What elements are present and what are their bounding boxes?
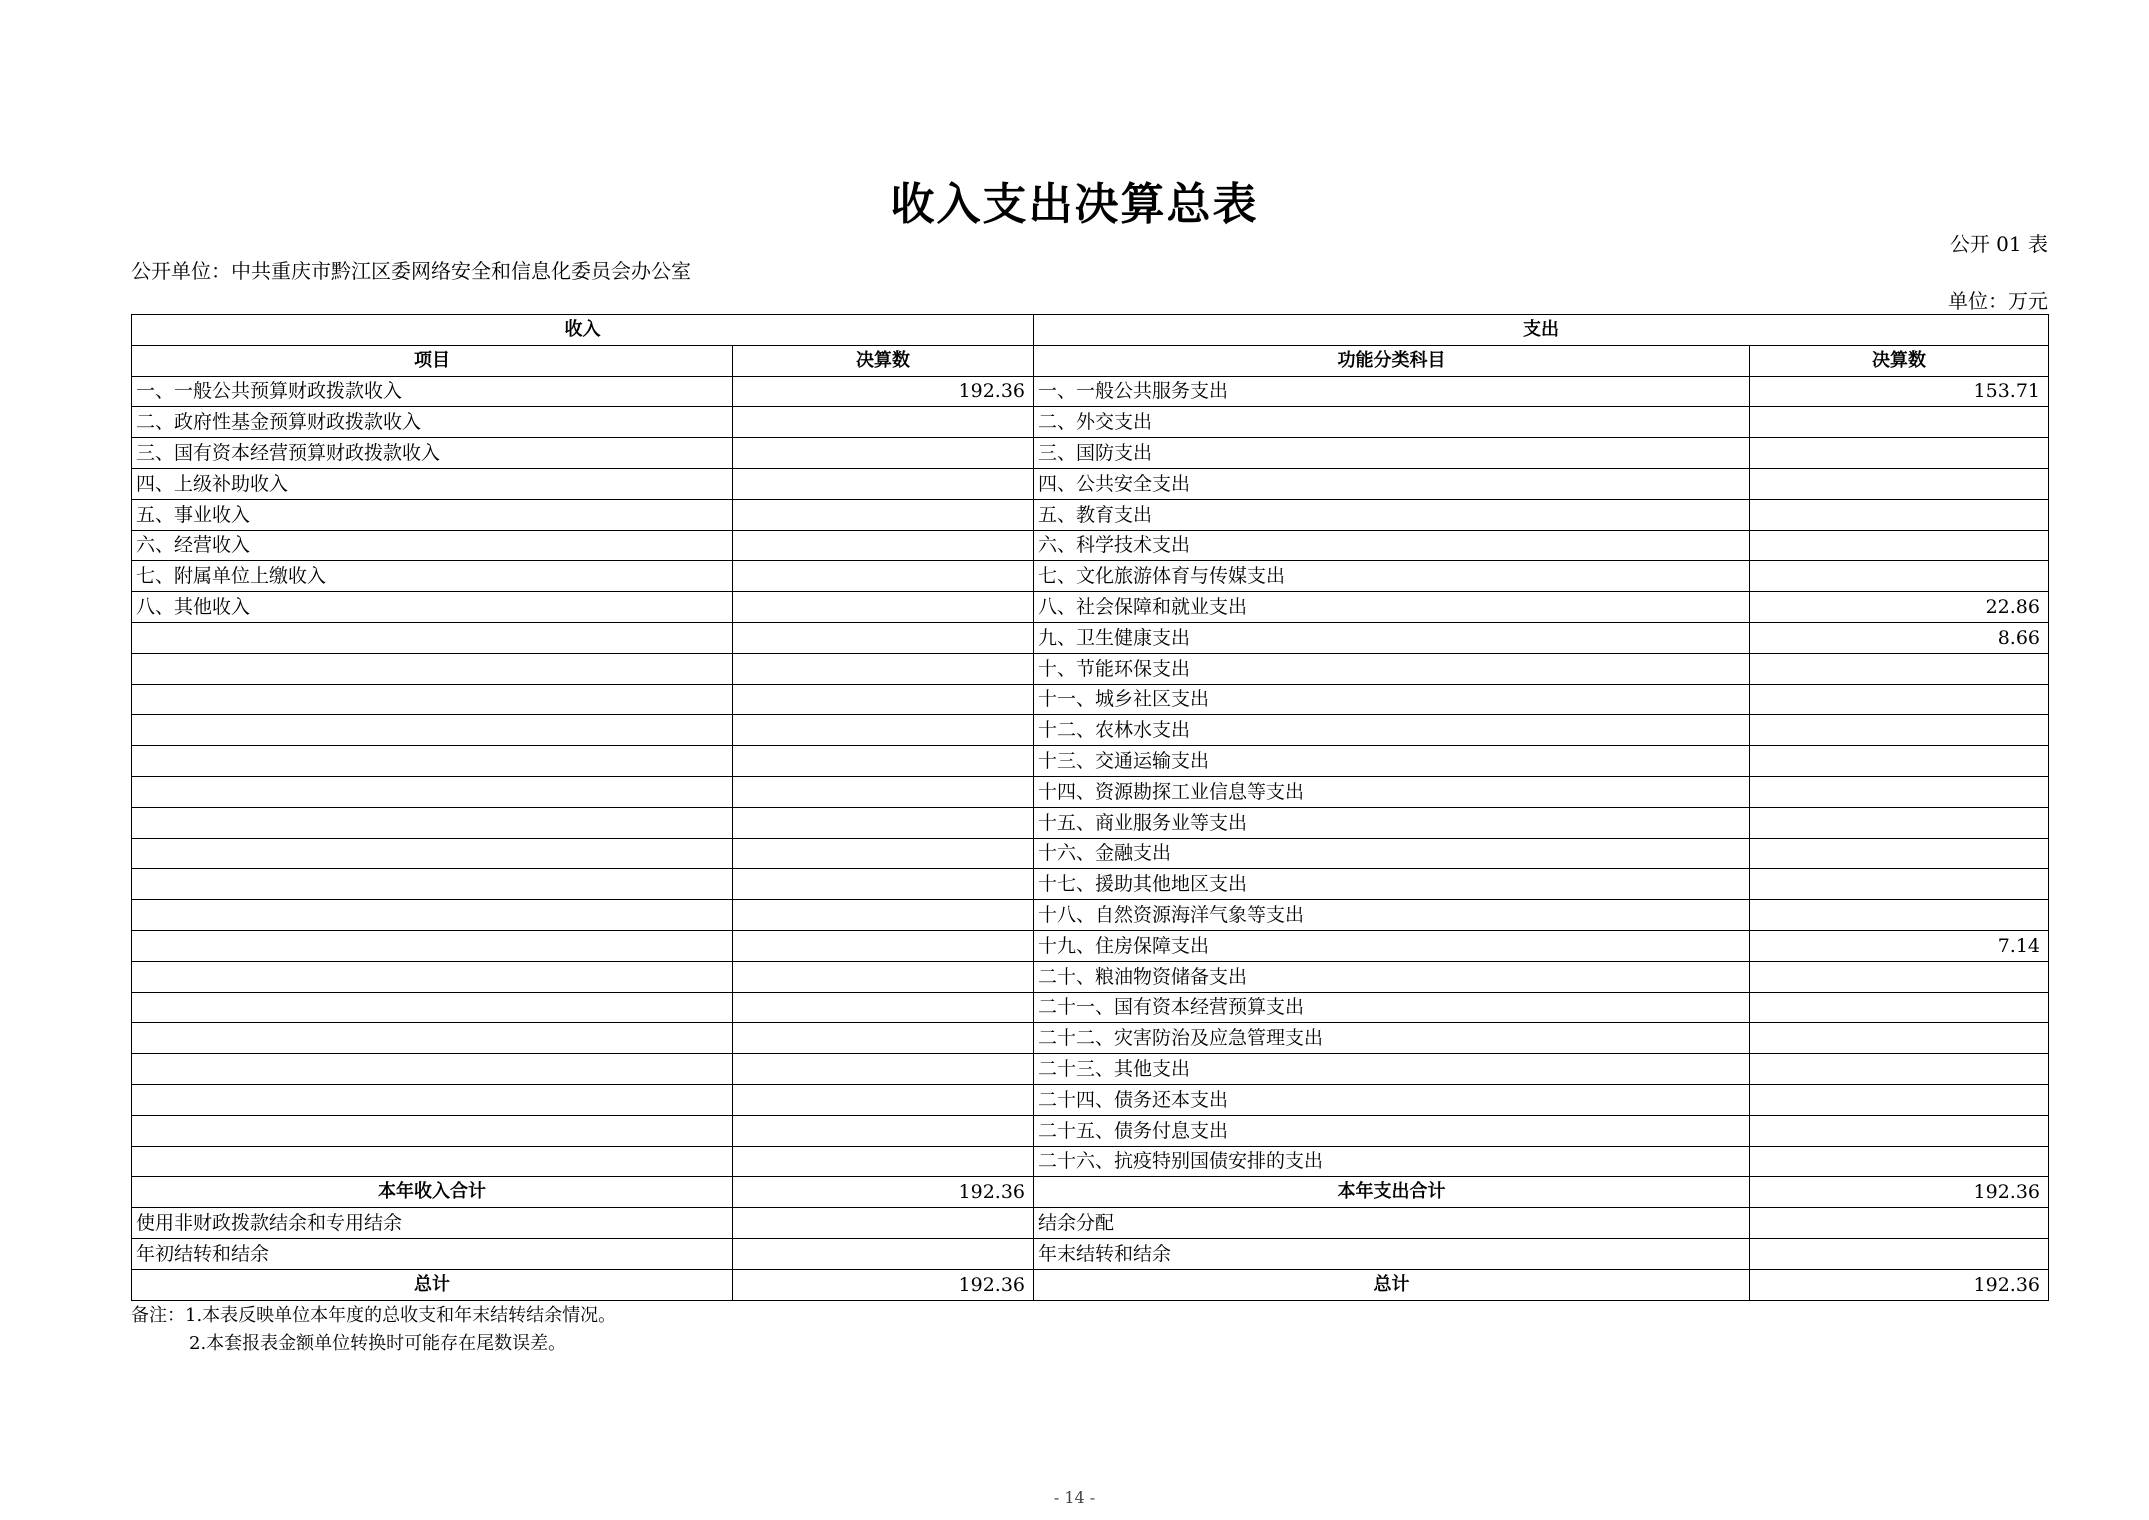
expense-item: 一、一般公共服务支出 (1034, 376, 1750, 407)
expense-item: 十六、金融支出 (1034, 838, 1750, 869)
expense-item: 二十四、债务还本支出 (1034, 1084, 1750, 1115)
income-item: 使用非财政拨款结余和专用结余 (132, 1208, 733, 1239)
expense-item: 十九、住房保障支出 (1034, 930, 1750, 961)
currency-unit: 单位：万元 (1948, 289, 2048, 313)
expense-item: 年末结转和结余 (1034, 1238, 1750, 1269)
expense-item: 结余分配 (1034, 1208, 1750, 1239)
table-row (132, 376, 2049, 407)
subtotal-row (132, 1177, 2049, 1208)
expense-amount (1750, 407, 2049, 438)
income-amount (733, 499, 1034, 530)
expense-amount (1750, 961, 2049, 992)
income-item (132, 684, 733, 715)
income-item (132, 1084, 733, 1115)
expense-amount (1750, 838, 2049, 869)
expense-item: 四、公共安全支出 (1034, 468, 1750, 499)
expense-amount (1750, 438, 2049, 469)
expense-amount (1750, 869, 2049, 900)
income-amount (733, 900, 1034, 931)
expense-item: 六、科学技术支出 (1034, 530, 1750, 561)
income-amount: 192.36 (733, 1269, 1034, 1300)
expense-item: 七、文化旅游体育与传媒支出 (1034, 561, 1750, 592)
income-amount (733, 622, 1034, 653)
income-item (132, 1146, 733, 1177)
expense-amount (1750, 561, 2049, 592)
table-row (132, 622, 2049, 653)
page-title: 收入支出决算总表 (890, 179, 1259, 230)
table-row (132, 499, 2049, 530)
expense-amount (1750, 1115, 2049, 1146)
expense-item: 十八、自然资源海洋气象等支出 (1034, 900, 1750, 931)
table-row (132, 776, 2049, 807)
expense-item: 二十一、国有资本经营预算支出 (1034, 992, 1750, 1023)
expense-item: 三、国防支出 (1034, 438, 1750, 469)
note-line-1: 备注：1.本表反映单位本年度的总收支和年末结转结余情况。 (131, 1305, 617, 1326)
income-amount (733, 746, 1034, 777)
income-amount (733, 1238, 1034, 1269)
expense-amount: 192.36 (1750, 1177, 2049, 1208)
expense-item: 八、社会保障和就业支出 (1034, 592, 1750, 623)
table-row (132, 1023, 2049, 1054)
income-item: 二、政府性基金预算财政拨款收入 (132, 407, 733, 438)
expense-item: 十七、援助其他地区支出 (1034, 869, 1750, 900)
table-row (132, 438, 2049, 469)
income-item (132, 1023, 733, 1054)
income-amount (733, 1023, 1034, 1054)
expense-item: 二十二、灾害防治及应急管理支出 (1034, 1023, 1750, 1054)
expense-amount: 22.86 (1750, 592, 2049, 623)
income-item (132, 653, 733, 684)
table-row (132, 807, 2049, 838)
table-row (132, 684, 2049, 715)
expense-amount (1750, 1023, 2049, 1054)
expense-amount (1750, 1238, 2049, 1269)
table-row (132, 561, 2049, 592)
income-item (132, 992, 733, 1023)
table-row (132, 530, 2049, 561)
expense-amount (1750, 992, 2049, 1023)
income-amount (733, 1054, 1034, 1085)
expense-amount (1750, 684, 2049, 715)
income-item: 年初结转和结余 (132, 1238, 733, 1269)
income-item: 八、其他收入 (132, 592, 733, 623)
income-item (132, 746, 733, 777)
table-row (132, 1115, 2049, 1146)
table-row (132, 715, 2049, 746)
table-row (132, 407, 2049, 438)
income-item: 七、附属单位上缴收入 (132, 561, 733, 592)
expense-item: 十、节能环保支出 (1034, 653, 1750, 684)
expense-amount: 153.71 (1750, 376, 2049, 407)
income-amount (733, 1084, 1034, 1115)
expense-amount (1750, 530, 2049, 561)
expense-item: 本年支出合计 (1034, 1177, 1750, 1208)
income-item (132, 900, 733, 931)
income-amount (733, 561, 1034, 592)
form-number: 公开 01 表 (1949, 232, 2048, 256)
expense-item: 总计 (1034, 1269, 1750, 1300)
expense-amount (1750, 746, 2049, 777)
income-amount (733, 1208, 1034, 1239)
income-amount (733, 838, 1034, 869)
expense-item: 二十三、其他支出 (1034, 1054, 1750, 1085)
income-item (132, 776, 733, 807)
table-row (132, 838, 2049, 869)
expense-amount (1750, 1146, 2049, 1177)
income-amount (733, 468, 1034, 499)
income-item (132, 715, 733, 746)
note-line-2: 2.本套报表金额单位转换时可能存在尾数误差。 (189, 1333, 567, 1354)
expense-amount (1750, 1208, 2049, 1239)
expense-amount: 7.14 (1750, 930, 2049, 961)
table-row (132, 900, 2049, 931)
income-amount (733, 438, 1034, 469)
income-item: 本年收入合计 (132, 1177, 733, 1208)
income-header: 收入 (132, 315, 1034, 346)
income-item (132, 1115, 733, 1146)
expense-item: 二十、粮油物资储备支出 (1034, 961, 1750, 992)
income-amount: 192.36 (733, 1177, 1034, 1208)
income-amount (733, 653, 1034, 684)
income-item (132, 961, 733, 992)
table-row (132, 1084, 2049, 1115)
income-item: 四、上级补助收入 (132, 468, 733, 499)
expense-amount (1750, 1054, 2049, 1085)
expense-item: 十三、交通运输支出 (1034, 746, 1750, 777)
expense-item: 五、教育支出 (1034, 499, 1750, 530)
header-row-columns (132, 345, 2049, 376)
income-amount (733, 961, 1034, 992)
expense-amount (1750, 653, 2049, 684)
table-row (132, 961, 2049, 992)
expense-amount (1750, 468, 2049, 499)
budget-table (131, 314, 2049, 1301)
table-row (132, 869, 2049, 900)
expense-item: 十一、城乡社区支出 (1034, 684, 1750, 715)
income-amount (733, 1115, 1034, 1146)
expense-header: 支出 (1034, 315, 2049, 346)
col-header-func-item: 功能分类科目 (1034, 345, 1750, 376)
expense-item: 九、卫生健康支出 (1034, 622, 1750, 653)
expense-item: 十二、农林水支出 (1034, 715, 1750, 746)
table-row (132, 592, 2049, 623)
income-item: 一、一般公共预算财政拨款收入 (132, 376, 733, 407)
income-amount (733, 869, 1034, 900)
expense-amount (1750, 499, 2049, 530)
table-row (132, 1208, 2049, 1239)
table-row (132, 930, 2049, 961)
income-amount (733, 930, 1034, 961)
header-row-groups (132, 315, 2049, 346)
table-row (132, 1054, 2049, 1085)
col-header-amount: 决算数 (733, 345, 1034, 376)
expense-item: 二十六、抗疫特别国债安排的支出 (1034, 1146, 1750, 1177)
table-row (132, 992, 2049, 1023)
expense-amount (1750, 715, 2049, 746)
table-row (132, 1238, 2049, 1269)
expense-amount: 8.66 (1750, 622, 2049, 653)
expense-item: 十五、商业服务业等支出 (1034, 807, 1750, 838)
expense-amount (1750, 900, 2049, 931)
page-number: - 14 - (1053, 1488, 1096, 1507)
income-amount (733, 992, 1034, 1023)
income-amount (733, 715, 1034, 746)
expense-item: 十四、资源勘探工业信息等支出 (1034, 776, 1750, 807)
table-row (132, 746, 2049, 777)
expense-item: 二十五、债务付息支出 (1034, 1115, 1750, 1146)
income-item (132, 838, 733, 869)
expense-amount (1750, 776, 2049, 807)
notes (131, 1302, 616, 1358)
income-amount (733, 530, 1034, 561)
income-item: 总计 (132, 1269, 733, 1300)
col-header-item: 项目 (132, 345, 733, 376)
income-item (132, 807, 733, 838)
reporting-unit: 公开单位：中共重庆市黔江区委网络安全和信息化委员会办公室 (131, 259, 691, 283)
income-item (132, 622, 733, 653)
table-row (132, 1146, 2049, 1177)
income-item: 五、事业收入 (132, 499, 733, 530)
income-item (132, 1054, 733, 1085)
income-item (132, 930, 733, 961)
income-amount (733, 592, 1034, 623)
income-amount (733, 776, 1034, 807)
expense-item: 二、外交支出 (1034, 407, 1750, 438)
income-item (132, 869, 733, 900)
income-item: 六、经营收入 (132, 530, 733, 561)
table-row (132, 653, 2049, 684)
expense-amount (1750, 1084, 2049, 1115)
total-row (132, 1269, 2049, 1300)
income-amount: 192.36 (733, 376, 1034, 407)
table-row (132, 468, 2049, 499)
income-amount (733, 684, 1034, 715)
income-amount (733, 807, 1034, 838)
col-header-amount2: 决算数 (1750, 345, 2049, 376)
expense-amount: 192.36 (1750, 1269, 2049, 1300)
income-amount (733, 1146, 1034, 1177)
income-item: 三、国有资本经营预算财政拨款收入 (132, 438, 733, 469)
expense-amount (1750, 807, 2049, 838)
income-amount (733, 407, 1034, 438)
